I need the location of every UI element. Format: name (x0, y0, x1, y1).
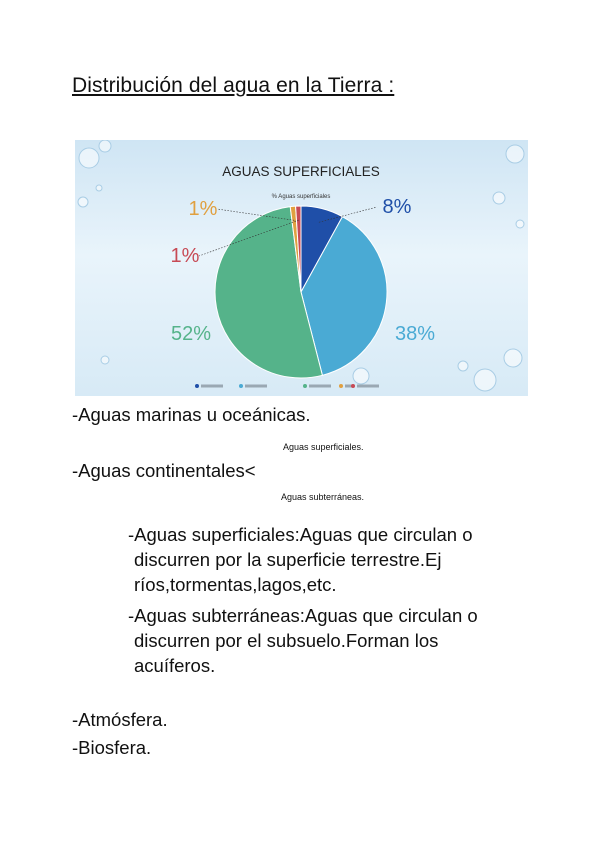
data-label: 1% (170, 245, 200, 267)
legend-marker (351, 384, 355, 388)
aguas-marinas-line: -Aguas marinas u oceánicas. (72, 404, 311, 425)
paragraph-line: discurren por la superficie terrestre.Ej (134, 549, 442, 570)
data-label: 1% (188, 198, 218, 220)
chart-title: AGUAS SUPERFICIALES (222, 164, 380, 179)
aguas-subterraneas-small: Aguas subterráneas. (281, 492, 365, 502)
chart-subtitle: % Aguas superficiales (271, 194, 331, 200)
pie-chart-image (75, 140, 528, 396)
chart-legend (195, 384, 379, 388)
aguas-superficiales-paragraph (128, 522, 473, 597)
legend-marker (303, 384, 307, 388)
legend-entry (309, 385, 331, 388)
pie-chart (75, 140, 528, 396)
data-label: 8% (382, 196, 412, 218)
aguas-continentales-line: -Aguas continentales< (72, 460, 256, 481)
paragraph-line: -Aguas superficiales:Aguas que circulan o (128, 524, 473, 545)
paragraph-line: discurren por el subsuelo.Forman los (134, 630, 439, 651)
legend-marker (195, 384, 199, 388)
atmosfera-line: -Atmósfera. (72, 709, 168, 730)
aguas-subterraneas-paragraph (128, 603, 478, 678)
page-title: Distribución del agua en la Tierra : (72, 74, 395, 97)
biosfera-line: -Biosfera. (72, 737, 152, 758)
legend-entry (245, 385, 267, 388)
legend-marker (339, 384, 343, 388)
data-label: 52% (170, 323, 212, 345)
aguas-superficiales-small: Aguas superficiales. (283, 442, 364, 452)
paragraph-line: acuíferos. (134, 655, 216, 676)
paragraph-line: ríos,tormentas,lagos,etc. (134, 574, 337, 595)
data-label: 38% (394, 323, 436, 345)
legend-entry (201, 385, 223, 388)
legend-marker (239, 384, 243, 388)
paragraph-line: -Aguas subterráneas:Aguas que circulan o (128, 605, 478, 626)
legend-entry (357, 385, 379, 388)
